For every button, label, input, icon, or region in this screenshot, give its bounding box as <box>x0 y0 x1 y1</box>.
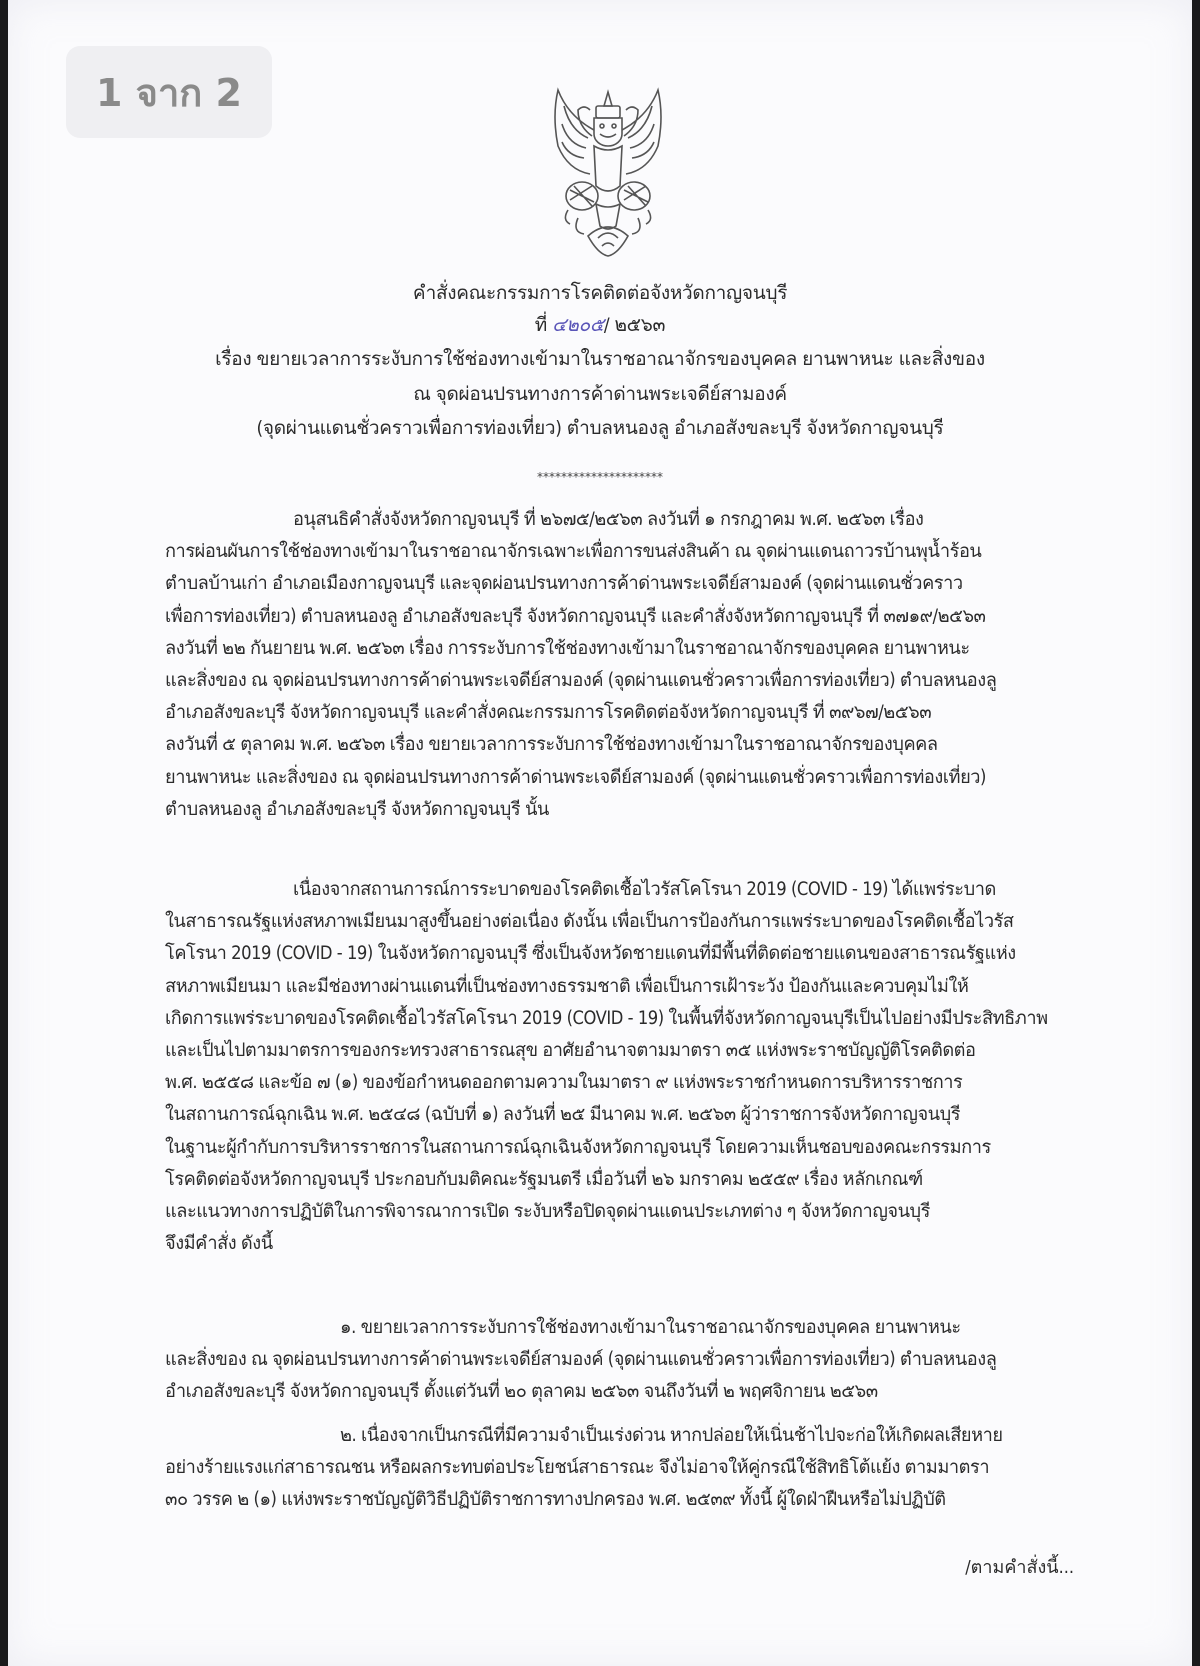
subject-line-1: เรื่อง ขยายเวลาการระงับการใช้ช่องทางเข้ามาในราชอาณาจักรของบุคคล ยานพาหนะ และสิ่งของ <box>215 348 985 370</box>
paragraph-line: อำเภอสังขละบุรี จังหวัดกาญจนบุรี ตั้งแต่วันที่ ๒๐ ตุลาคม ๒๕๖๓ จนถึงวันที่ ๒ พฤศจิกายน ๒๕๖๓ <box>165 1381 878 1403</box>
order-item-1 <box>165 1312 1075 1409</box>
garuda-emblem-icon <box>538 86 678 262</box>
paragraph-line: ๑. ขยายเวลาการระงับการใช้ช่องทางเข้ามาในราชอาณาจักรของบุคคล ยานพาหนะ <box>340 1317 961 1338</box>
paragraph-line: ในสถานการณ์ฉุกเฉิน พ.ศ. ๒๕๔๘ (ฉบับที่ ๑) ลงวันที่ ๒๕ มีนาคม พ.ศ. ๒๕๖๓ ผู้ว่าราชการจังหวัดกาญจนบุรี <box>165 1104 961 1126</box>
separator: ********************* <box>537 470 663 484</box>
order-number-suffix: / ๒๕๖๓ <box>603 314 666 336</box>
paragraph-line: ในฐานะผู้กำกับการบริหารราชการในสถานการณ์ฉุกเฉินจังหวัดกาญจนบุรี โดยความเห็นชอบของคณะกรรมการ <box>165 1136 991 1158</box>
viewer-edge <box>1192 0 1200 1666</box>
order-number-prefix: ที่ <box>534 314 548 336</box>
order-number <box>8 308 1192 342</box>
paragraph-line: โรคติดต่อจังหวัดกาญจนบุรี ประกอบกับมติคณะรัฐมนตรี เมื่อวันที่ ๒๖ มกราคม ๒๕๕๙ เรื่อง หลักเกณฑ์ <box>165 1168 923 1190</box>
paragraph-line: อำเภอสังขละบุรี จังหวัดกาญจนบุรี และคำสั่งคณะกรรมการโรคติดต่อจังหวัดกาญจนบุรี ที่ ๓๙๖๗/๒๕๖๓ <box>165 702 932 724</box>
continuation-note: /ตามคำสั่งนี้... <box>965 1557 1074 1578</box>
paragraph-line: และแนวทางการปฏิบัติในการพิจารณาการเปิด ระงับหรือปิดจุดผ่านแดนประเภทต่าง ๆ จังหวัดกาญจนบุรี <box>165 1201 930 1223</box>
paragraph-line: ลงวันที่ ๕ ตุลาคม พ.ศ. ๒๕๖๓ เรื่อง ขยายเวลาการระงับการใช้ช่องทางเข้ามาในราชอาณาจักรของบุคคล <box>165 734 938 756</box>
page-indicator <box>66 46 272 138</box>
paragraph-line: โคโรนา 2019 (COVID - 19) ในจังหวัดกาญจนบุรี ซึ่งเป็นจังหวัดชายแดนที่มีพื้นที่ติดต่อชายแดนของสาธารณรัฐแห่ง <box>165 943 1016 965</box>
order-title: คำสั่งคณะกรรมการโรคติดต่อจังหวัดกาญจนบุรี <box>412 282 788 304</box>
order-number-handwritten: ๔๒๐๕ <box>552 314 604 336</box>
paragraph-line: ๓๐ วรรค ๒ (๑) แห่งพระราชบัญญัติวิธีปฏิบัติราชการทางปกครอง พ.ศ. ๒๕๓๙ ทั้งนี้ ผู้ใดฝ่าฝืนหรือไม่ปฏิบัติ <box>165 1489 946 1511</box>
subject-line-2: ณ จุดผ่อนปรนทางการค้าด่านพระเจดีย์สามองค์ <box>413 383 787 405</box>
paragraph-reference <box>165 504 1075 826</box>
document-page[interactable] <box>8 0 1192 1666</box>
paragraph-line: สหภาพเมียนมา และมีช่องทางผ่านแดนที่เป็นช่องทางธรรมชาติ เพื่อเป็นการเฝ้าระวัง ป้องกันและควบคุมไม่ให้ <box>165 975 969 997</box>
paragraph-line: ตำบลบ้านเก่า อำเภอเมืองกาญจนบุรี และจุดผ่อนปรนทางการค้าด่านพระเจดีย์สามองค์ (จุดผ่านแดนชั่วคราว <box>165 573 963 595</box>
paragraph-line: ยานพาหนะ และสิ่งของ ณ จุดผ่อนปรนทางการค้าด่านพระเจดีย์สามองค์ (จุดผ่านแดนชั่วคราวเพื่อการท่องเที่ยว) <box>165 766 986 788</box>
subject-line-3: (จุดผ่านแดนชั่วคราวเพื่อการท่องเที่ยว) ตำบลหนองลู อำเภอสังขละบุรี จังหวัดกาญจนบุรี <box>256 417 944 439</box>
paragraph-line: ๒. เนื่องจากเป็นกรณีที่มีความจำเป็นเร่งด่วน หากปล่อยให้เนิ่นช้าไปจะก่อให้เกิดผลเสียหาย <box>340 1425 1003 1446</box>
paragraph-line: และสิ่งของ ณ จุดผ่อนปรนทางการค้าด่านพระเจดีย์สามองค์ (จุดผ่านแดนชั่วคราวเพื่อการท่องเที่ยว) ตำบลหนองลู <box>165 670 997 692</box>
paragraph-line: ในสาธารณรัฐแห่งสหภาพเมียนมาสูงขึ้นอย่างต่อเนื่อง ดังนั้น เพื่อเป็นการป้องกันการแพร่ระบาดของโรคติดเชื้อไวรัส <box>165 911 1014 933</box>
order-item-2 <box>165 1420 1075 1517</box>
paragraph-line: เกิดการแพร่ระบาดของโรคติดเชื้อไวรัสโคโรนา 2019 (COVID - 19) ในพื้นที่จังหวัดกาญจนบุรีเป็นไปอย่างมีประสิทธิภาพ <box>165 1007 1048 1029</box>
paragraph-line: และสิ่งของ ณ จุดผ่อนปรนทางการค้าด่านพระเจดีย์สามองค์ (จุดผ่านแดนชั่วคราวเพื่อการท่องเที่ยว) ตำบลหนองลู <box>165 1349 997 1371</box>
paragraph-line: พ.ศ. ๒๕๕๘ และข้อ ๗ (๑) ของข้อกำหนดออกตามความในมาตรา ๙ แห่งพระราชกำหนดการบริหารราชการ <box>165 1072 963 1094</box>
paragraph-line: การผ่อนผันการใช้ช่องทางเข้ามาในราชอาณาจักรเฉพาะเพื่อการขนส่งสินค้า ณ จุดผ่านแดนถาวรบ้านพุน้ำร้อน <box>165 541 982 563</box>
page-indicator-label: 1 จาก 2 <box>96 70 242 115</box>
paragraph-reason <box>165 874 1075 1260</box>
paragraph-line: จึงมีคำสั่ง ดังนี้ <box>165 1233 273 1255</box>
paragraph-line: ลงวันที่ ๒๒ กันยายน พ.ศ. ๒๕๖๓ เรื่อง การระงับการใช้ช่องทางเข้ามาในราชอาณาจักรของบุคคล ยานพาหนะ <box>165 637 970 659</box>
paragraph-line: เนื่องจากสถานการณ์การระบาดของโรคติดเชื้อไวรัสโคโรนา 2019 (COVID - 19) ได้แพร่ระบาด <box>293 879 996 900</box>
paragraph-line: เพื่อการท่องเที่ยว) ตำบลหนองลู อำเภอสังขละบุรี จังหวัดกาญจนบุรี และคำสั่งจังหวัดกาญจนบุรี ที่ ๓๗๑๙/๒๕๖๓ <box>165 605 986 627</box>
paragraph-line: และเป็นไปตามมาตรการของกระทรวงสาธารณสุข อาศัยอำนาจตามมาตรา ๓๕ แห่งพระราชบัญญัติโรคติดต่อ <box>165 1040 976 1062</box>
paragraph-line: อย่างร้ายแรงแก่สาธารณชน หรือผลกระทบต่อประโยชน์สาธารณะ จึงไม่อาจให้คู่กรณีใช้สิทธิโต้แย้ง ตามมาตรา <box>165 1457 990 1479</box>
paragraph-line: ตำบลหนองลู อำเภอสังขละบุรี จังหวัดกาญจนบุรี นั้น <box>165 798 549 820</box>
paragraph-line: อนุสนธิคำสั่งจังหวัดกาญจนบุรี ที่ ๒๖๗๕/๒๕๖๓ ลงวันที่ ๑ กรกฎาคม พ.ศ. ๒๕๖๓ เรื่อง <box>293 509 924 530</box>
